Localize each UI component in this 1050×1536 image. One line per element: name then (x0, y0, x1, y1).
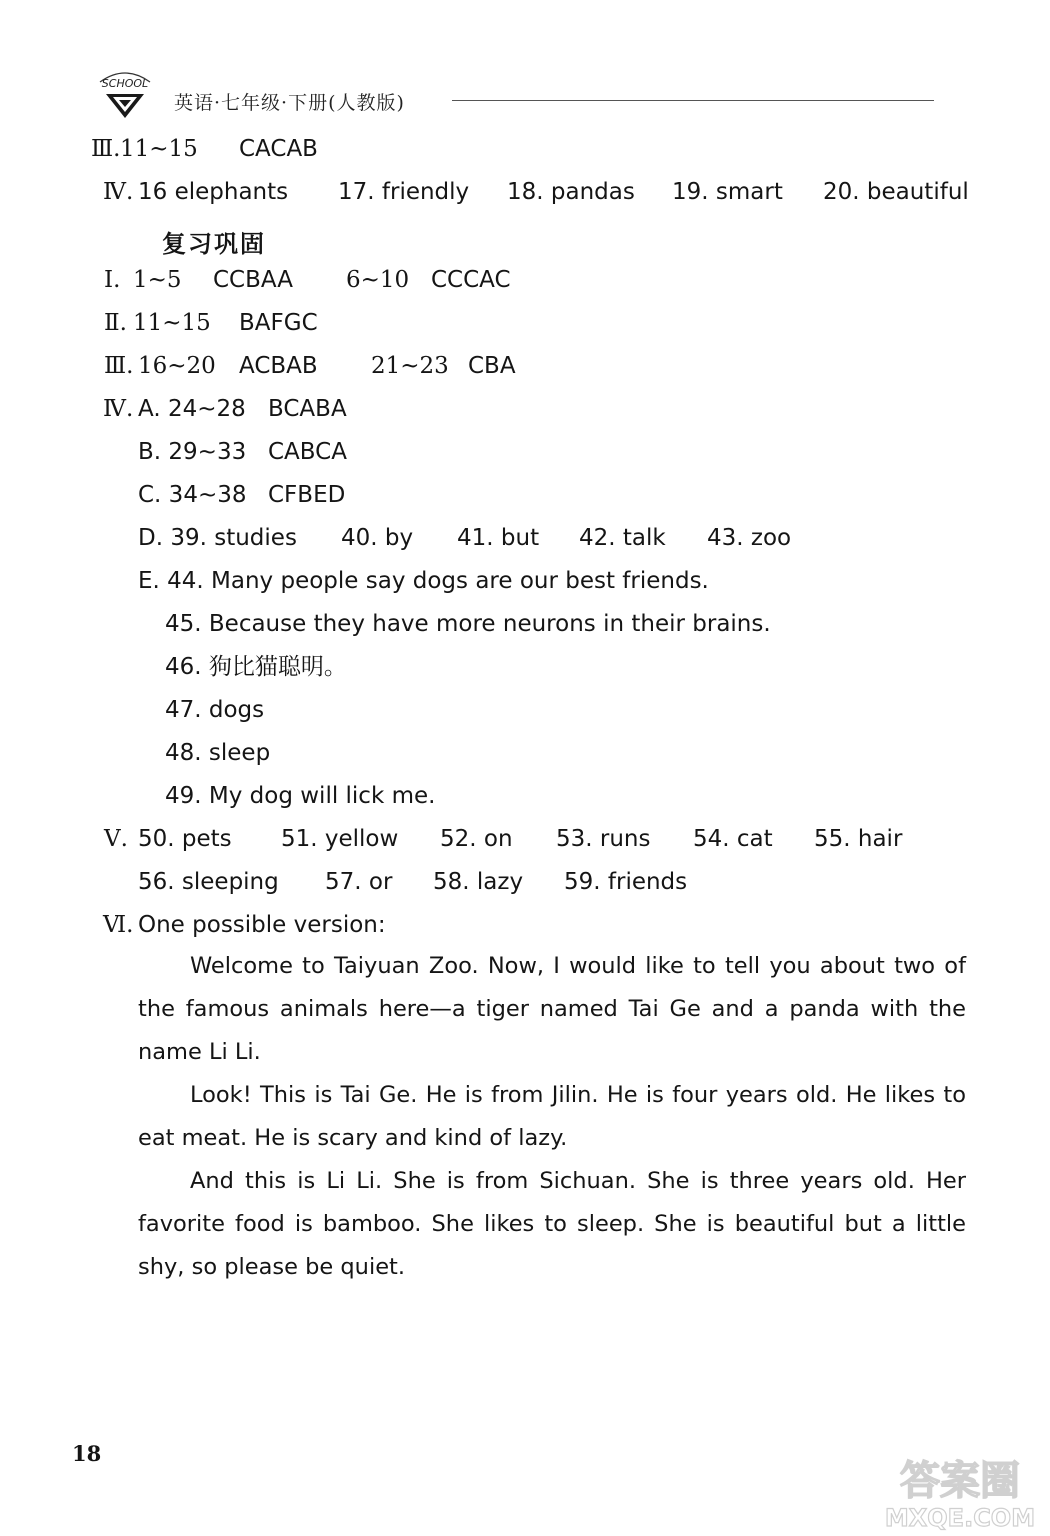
answer-sentence: 49. My dog will lick me. (165, 783, 436, 809)
answer-range: 1~5 (133, 267, 182, 293)
answer-word: 16 elephants (138, 179, 289, 205)
header-rule (452, 100, 934, 101)
answer-word: 41. but (457, 525, 540, 551)
answer-word: 40. by (341, 525, 414, 551)
answer-letters: BAFGC (239, 310, 318, 336)
review-section-title: 复习巩固 (162, 229, 266, 258)
section-label: Ⅳ. (103, 179, 134, 205)
answer-letters: CBA (468, 353, 516, 379)
writing-intro: One possible version: (138, 912, 386, 938)
paragraph-text: And this is Li Li. She is from Sichuan. She is three years old. Her favorite food is bamboo. She likes to sleep. She is beautiful but a little shy, so please be quiet. (138, 1168, 966, 1280)
answer-range: 6~10 (346, 267, 410, 293)
answer-range: 21~23 (371, 353, 449, 379)
watermark-logo (868, 1450, 1044, 1532)
school-logo-icon (92, 70, 158, 120)
answer-range: C. 34~38 (138, 482, 247, 508)
answer-sentence: 45. Because they have more neurons in their brains. (165, 611, 771, 637)
answer-sentence: E. 44. Many people say dogs are our best friends. (138, 568, 709, 594)
answer-range: 11~15 (133, 310, 211, 336)
answer-letters: CCBAA (213, 267, 294, 293)
answer-word: 59. friends (564, 869, 688, 895)
answer-sentence: 46. 狗比猫聪明。 (165, 654, 347, 680)
paragraph-text: Look! This is Tai Ge. He is from Jilin. He is four years old. He likes to eat meat. He is scary and kind of lazy. (138, 1082, 966, 1151)
answer-word: D. 39. studies (138, 525, 297, 551)
header-title: 英语·七年级·下册(人教版) (174, 92, 405, 114)
answer-word: 52. on (440, 826, 513, 852)
answer-word: 20. beautiful (823, 179, 969, 205)
page-header (92, 70, 942, 120)
answer-letters: BCABA (268, 396, 347, 422)
writing-paragraph-1 (138, 945, 966, 1074)
answer-word: 19. smart (672, 179, 783, 205)
answer-range: 11~15 (120, 136, 198, 162)
paragraph-text: Welcome to Taiyuan Zoo. Now, I would like to tell you about two of the famous animals here—a tiger named Tai Ge and a panda with the name Li Li. (138, 953, 966, 1065)
section-label: Ⅲ. (91, 136, 121, 162)
answer-sentence: 47. dogs (165, 697, 265, 723)
section-label: Ⅲ. (104, 353, 134, 379)
answer-range: A. 24~28 (138, 396, 246, 422)
section-label: Ⅳ. (103, 396, 134, 422)
answer-sentence: 48. sleep (165, 740, 271, 766)
answer-range: 16~20 (138, 353, 216, 379)
section-label: Ⅵ. (103, 912, 134, 938)
section-label: Ⅱ. (104, 310, 127, 336)
watermark-url: MXQE.COM (884, 1504, 1036, 1532)
answer-letters: CCCAC (431, 267, 511, 293)
answer-word: 54. cat (693, 826, 773, 852)
answer-word: 17. friendly (338, 179, 470, 205)
answer-letters: CACAB (239, 136, 318, 162)
answer-word: 51. yellow (281, 826, 399, 852)
section-label: Ⅰ. (104, 267, 121, 293)
answer-word: 50. pets (138, 826, 232, 852)
answer-word: 58. lazy (433, 869, 524, 895)
svg-text:SCHOOL: SCHOOL (101, 77, 149, 90)
answer-range: B. 29~33 (138, 439, 247, 465)
answer-word: 42. talk (579, 525, 666, 551)
answer-word: 43. zoo (707, 525, 792, 551)
writing-paragraph-3 (138, 1160, 966, 1289)
answer-letters: CABCA (268, 439, 347, 465)
answer-letters: CFBED (268, 482, 346, 508)
watermark-text: 答案圈 (900, 1458, 1020, 1504)
answer-letters: ACBAB (239, 353, 318, 379)
page-number: 18 (72, 1441, 102, 1466)
answer-word: 53. runs (556, 826, 651, 852)
answer-line-s1 (91, 134, 121, 164)
answer-word: 57. or (325, 869, 393, 895)
answer-word: 18. pandas (507, 179, 635, 205)
answer-word: 56. sleeping (138, 869, 279, 895)
section-label: Ⅴ. (104, 826, 128, 852)
answer-word: 55. hair (814, 826, 903, 852)
writing-paragraph-2 (138, 1074, 966, 1160)
